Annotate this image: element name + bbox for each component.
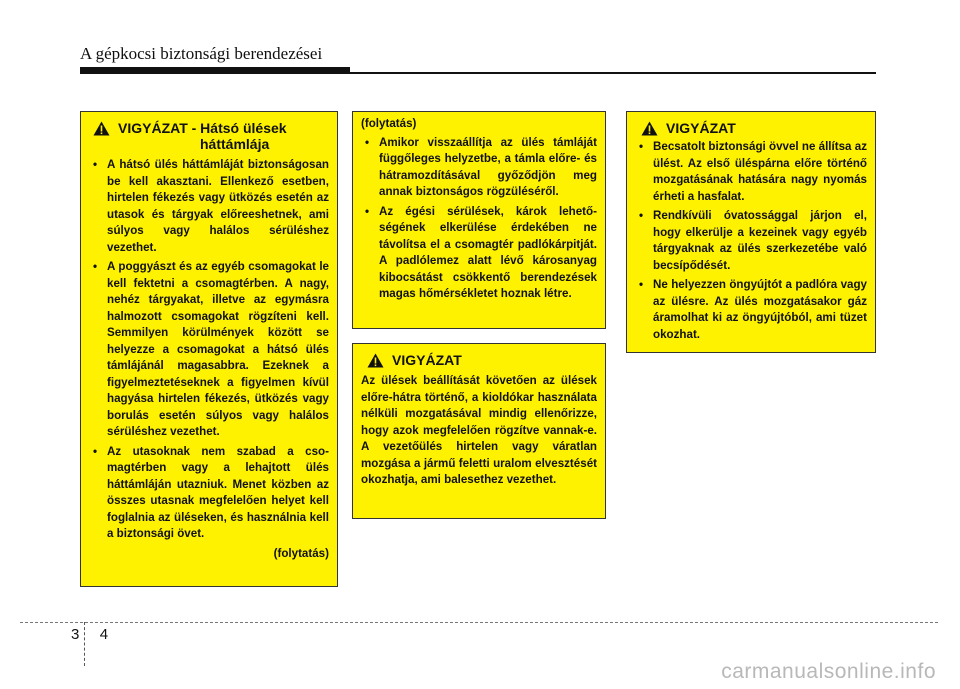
- list-item: • A poggyászt és az egyéb csomagokat le kell fektetni a csomagtérben. A nagy, nehéz tárgyakat, illetve az egymásra halmozott csomagokat rögzíteni kell. Semmilyen körülmények között se helyezze a csomagokat a hátsó ülés támlájánál magasabbra. Ezeknek a figyelmeztetéseknek a figyelmen kívül hagyása hirtelen fékezés, ütközés vagy borulás esetén súlyos vagy halálos sérüléshez vezethet.: [93, 260, 329, 438]
- warning-box-seat-adjust: [352, 343, 606, 519]
- list-item: • A hátsó ülés háttámláját biztonságosan be kell akasztani. Ellenkező esetben, hirtelen fékezés vagy ütközés esetén az utasok és tárgyak előreeshetnek, ami súlyos vagy halálos sérüléshez vezethet.: [93, 158, 329, 254]
- list-item: • Az utasoknak nem szabad a csomagtérben vagy a lehajtott ülés háttámláján utazniuk. Menet közben az összes utasnak megfelelően helyet kell foglalnia az üléseken, és használnia kell a biztonsági övet.: [93, 444, 329, 540]
- warning-text: Az ülések beállítását követően az ülések előre-hátra történő, a kioldókar használata nélküli mozgatásával mindig ellenőrizze, hogy azok megfelelően rögzítve vannak-e. A vezetőülés hirtelen vagy váratlan mozgása a jármű feletti uralom elvesztését okozhatja, ami balesethez vezethet.: [361, 374, 597, 486]
- warning-title-text: VIGYÁZAT: [392, 352, 462, 368]
- header-rule: [350, 72, 876, 74]
- warning-title: [367, 352, 597, 368]
- list-item: • Becsatolt biztonsági övvel ne állítsa az ülést. Az első üléspárna előre történő mozgatásának hatására nagy nyomás érheti a hasfalat.: [639, 140, 867, 203]
- warning-title-line2: háttámlája: [200, 136, 270, 152]
- warning-title-line1: VIGYÁZAT - Hátsó ülések: [118, 120, 287, 136]
- page-number: [71, 626, 110, 643]
- warning-box-rear-seatback: [80, 111, 338, 587]
- warning-box-seat-belt: [626, 111, 876, 353]
- warning-title: [641, 120, 867, 136]
- list-item: • Ne helyezzen öngyújtót a padlóra vagy az ülésre. Az ülés mozgatásakor gáz áramolhat ki az öngyújtóból, ami tüzet okozhat.: [639, 278, 867, 341]
- footer-rule: [20, 622, 938, 623]
- page-num: 4: [99, 626, 111, 643]
- page-chapter: 3: [71, 626, 82, 643]
- page-number-separator: [84, 622, 86, 666]
- warning-triangle-icon: [93, 121, 110, 136]
- warning-list: [361, 135, 597, 303]
- header-bar: [80, 67, 350, 74]
- warning-box-continued: [352, 111, 606, 329]
- warning-title-text: VIGYÁZAT: [666, 120, 736, 136]
- warning-list: [89, 157, 329, 543]
- continued-label: (folytatás): [273, 546, 329, 560]
- list-item: • Amikor visszaállítja az ülés támláját függőleges helyzetbe, a támla előre- és hátramozdításával győződjön meg annak biztonságos rögzüléséről.: [365, 135, 597, 198]
- watermark: carmanualsonline.info: [721, 660, 936, 683]
- warning-title: [93, 120, 329, 152]
- warning-triangle-icon: [367, 353, 384, 368]
- page-title: A gépkocsi biztonsági berendezései: [80, 44, 323, 63]
- list-item: • Rendkívüli óvatossággal járjon el, hogy elkerülje a kezeinek vagy egyéb tárgyaknak az ülés szerkezetébe való becsípődését.: [639, 209, 867, 272]
- list-item: • Az égési sérülések, károk lehetőségének elkerülése érdekében ne távolítsa el a csomagtér padlókárpitját. A padlólemez alatt lévő károsanyag kibocsátást csökkentő berendezések magas hőmérsékletet hoznak létre.: [365, 204, 597, 300]
- warning-list: [635, 139, 867, 343]
- continued-label: (folytatás): [361, 117, 417, 130]
- warning-triangle-icon: [641, 121, 658, 136]
